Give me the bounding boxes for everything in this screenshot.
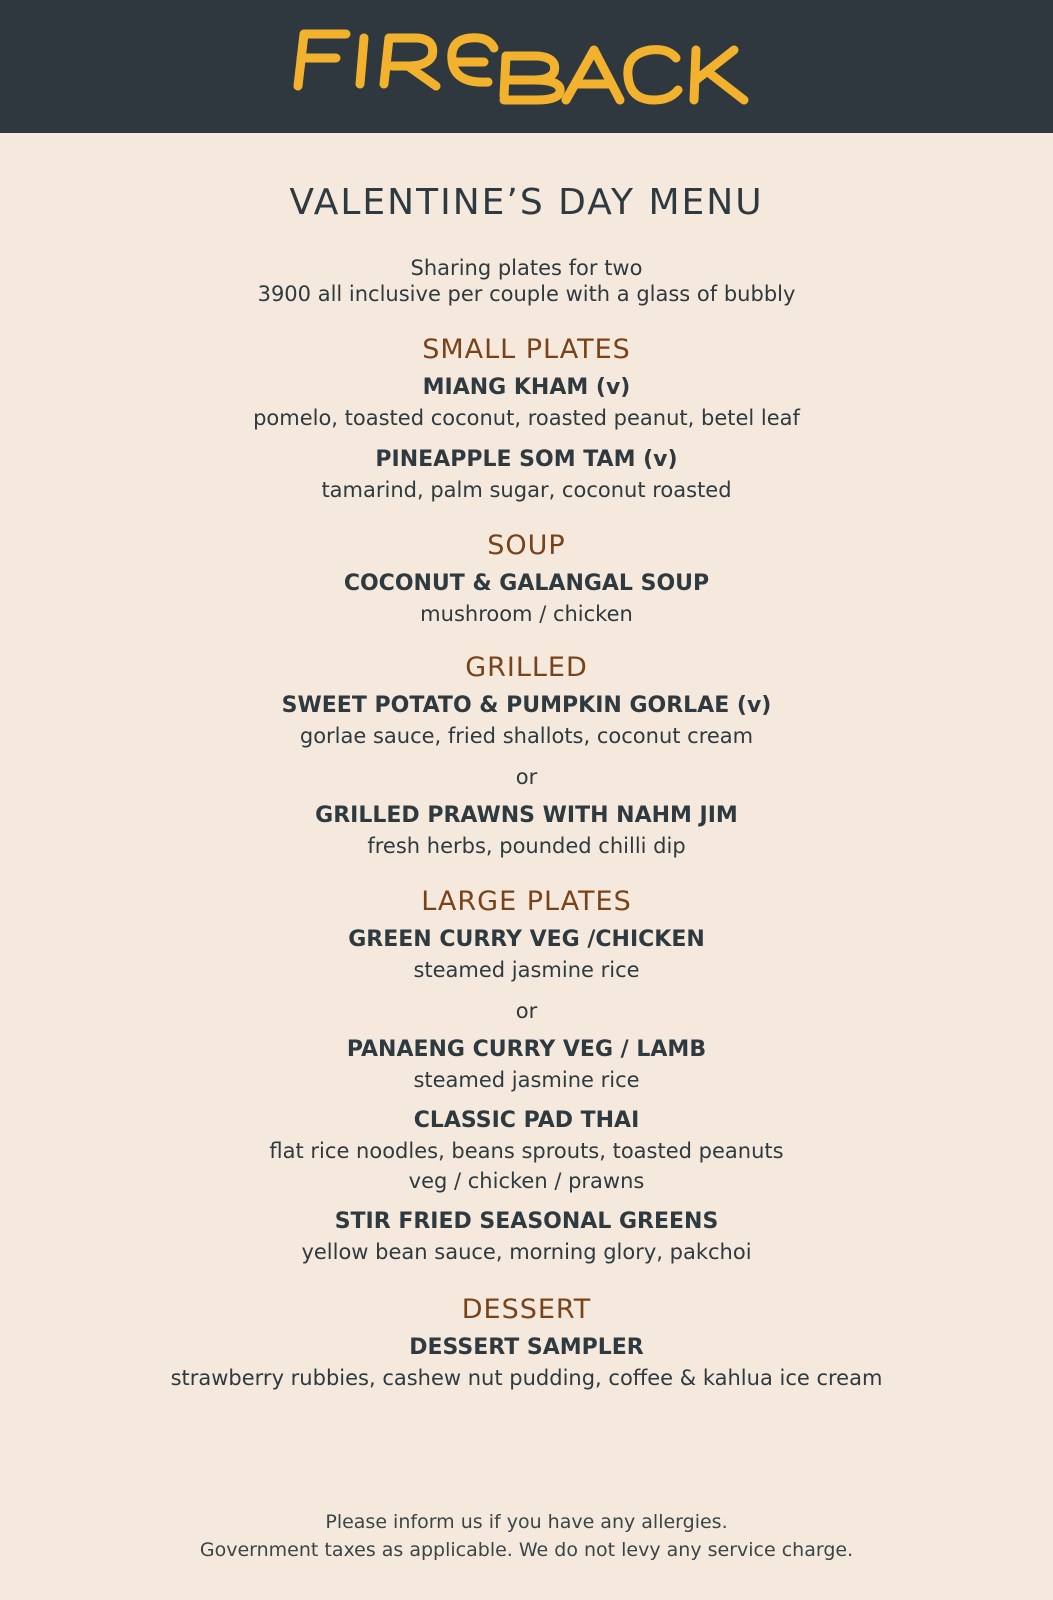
dish-item [0, 801, 1053, 861]
section-title: GRILLED [465, 652, 588, 683]
tax-note: Government taxes as applicable. We do not levy any service charge. [199, 1539, 854, 1561]
dish-description-options: veg / chicken / prawns [408, 1169, 645, 1193]
dish-description: gorlae sauce, fried shallots, coconut cream [299, 724, 754, 748]
or-separator: or [515, 765, 538, 789]
dish-name: STIR FRIED SEASONAL GREENS [334, 1209, 719, 1234]
section-large-plates [0, 885, 1053, 1267]
dish-name: PINEAPPLE SOM TAM (v) [375, 447, 678, 472]
header-bar [0, 0, 1053, 133]
menu-intro [0, 255, 1053, 307]
dish-name: GRILLED PRAWNS WITH NAHM JIM [315, 803, 738, 828]
dish-name: MIANG KHAM (v) [422, 375, 631, 400]
allergy-note: Please inform us if you have any allergies. [325, 1511, 728, 1533]
footer-notes [0, 1508, 1053, 1564]
intro-line-2: 3900 all inclusive per couple with a glass of bubbly [257, 282, 796, 306]
intro-line-1: Sharing plates for two [410, 256, 643, 280]
section-title: LARGE PLATES [421, 886, 632, 917]
dish-item [0, 925, 1053, 985]
dish-item [0, 1106, 1053, 1196]
dish-description: steamed jasmine rice [413, 958, 640, 982]
dish-item [0, 569, 1053, 629]
logo-graphic [0, 0, 1053, 133]
dish-description: pomelo, toasted coconut, roasted peanut, betel leaf [253, 406, 800, 430]
section-grilled [0, 651, 1053, 861]
section-small-plates [0, 333, 1053, 505]
dish-description: steamed jasmine rice [413, 1068, 640, 1092]
section-dessert [0, 1293, 1053, 1393]
dish-description: fresh herbs, pounded chilli dip [367, 834, 686, 858]
dish-name: PANAENG CURRY VEG / LAMB [346, 1037, 707, 1062]
dish-item [0, 1035, 1053, 1095]
dish-description: yellow bean sauce, morning glory, pakchoi [301, 1240, 752, 1264]
section-title: SOUP [487, 530, 566, 561]
or-separator: or [515, 999, 538, 1023]
dish-description: mushroom / chicken [420, 602, 633, 626]
menu-content [0, 133, 1053, 1393]
dish-description: flat rice noodles, beans sprouts, toasted peanuts [269, 1139, 784, 1163]
dish-item [0, 1207, 1053, 1267]
dish-name: DESSERT SAMPLER [409, 1335, 644, 1360]
dish-description: strawberry rubbies, cashew nut pudding, coffee & kahlua ice cream [170, 1366, 883, 1390]
dish-item [0, 1333, 1053, 1393]
dish-name: CLASSIC PAD THAI [413, 1108, 640, 1133]
dish-name: COCONUT & GALANGAL SOUP [343, 571, 710, 596]
dish-name: SWEET POTATO & PUMPKIN GORLAE (v) [281, 693, 772, 718]
dish-description: tamarind, palm sugar, coconut roasted [321, 478, 732, 502]
section-title: DESSERT [461, 1294, 592, 1325]
dish-item [0, 373, 1053, 433]
fireback-logo [0, 0, 1053, 133]
section-title: SMALL PLATES [422, 334, 631, 365]
section-soup [0, 529, 1053, 629]
menu-title: VALENTINE’S DAY MENU [289, 182, 764, 223]
dish-name: GREEN CURRY VEG /CHICKEN [348, 927, 705, 952]
dish-item [0, 445, 1053, 505]
dish-item [0, 691, 1053, 751]
